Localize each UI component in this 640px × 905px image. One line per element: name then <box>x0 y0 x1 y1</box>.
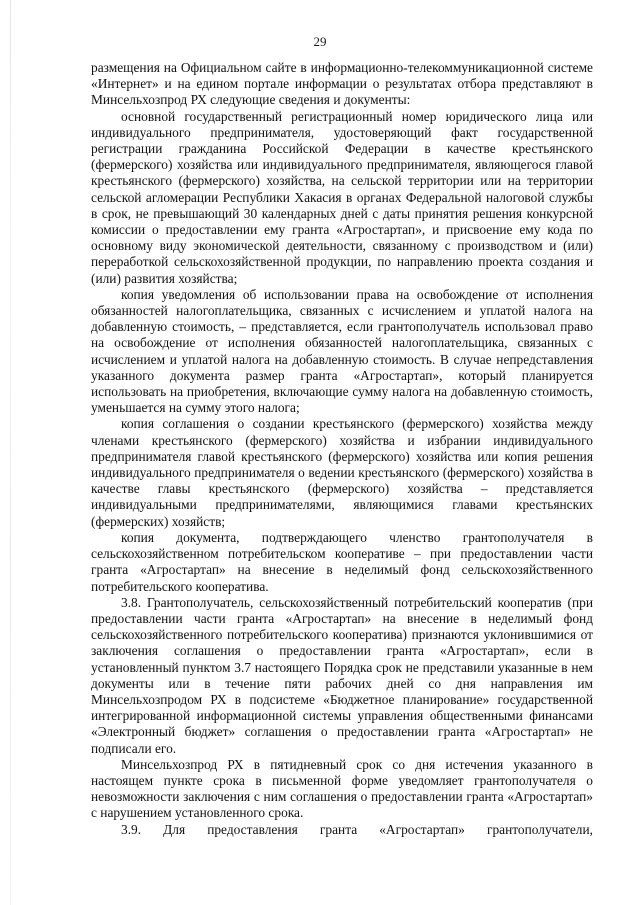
paragraph-vat-notice: копия уведомления об использовании права на освобождение от исполнения обязанностей налогоплательщика, связанных с исчислением и уплатой налога на добавленную стоимость, – представляется, если грантополучатель использовал право на освобождение от исполнения обязанностей налогоплательщика, связанных с исчислением и уплатой налога на добавленную стоимость. В случае непредставления указанного документа размер гранта «Агростартап», который планируется использовать на приобретения, включающие сумму налога на добавленную стоимость, уменьшается на сумму этого налога; <box>91 286 593 416</box>
paragraph-coop-membership: копия документа, подтверждающего членство грантополучателя в сельскохозяйственном потребительском кооперативе – при предоставлении части гранта «Агростартап» на внесение в неделимый фонд сельскохозяйственного потребительского кооператива. <box>91 529 593 594</box>
scan-edge-line <box>10 0 11 905</box>
paragraph-section-3-8: 3.8. Грантополучатель, сельскохозяйственный потребительский кооператив (при предоставлении части гранта «Агростартап» на внесение в неделимый фонд сельскохозяйственного потребительского кооператива) признаются уклонившимися от заключения соглашения о предоставлении гранта «Агростартап», если в установленный пунктом 3.7 настоящего Порядка срок не представили указанные в нем документы или в течение пяти рабочих дней со дня направления им Минсельхозпродом РХ в подсистеме «Бюджетное планирование» государственной интегрированной информационной системы управления общественными финансами «Электронный бюджет» соглашения о предоставлении гранта «Агростартап» не подписали его. <box>91 594 593 756</box>
paragraph-intro: размещения на Официальном сайте в информационно-телекоммуникационной системе «Интернет» и на едином портале информации о результатах отбора представляют в Минсельхозпрод РХ следующие сведения и документы: <box>91 60 593 108</box>
paragraph-ogrn: основной государственный регистрационный номер юридического лица или индивидуального предпринимателя, удостоверяющий факт государственной регистрации гражданина Российской Федерации в качестве крестьянского (фермерского) хозяйства или индивидуального предпринимателя, являющегося главой крестьянского (фермерского) хозяйства, на сельской территории или на территории сельской агломерации Республики Хакасия в органах Федеральной налоговой службы в срок, не превышающий 30 календарных дней с даты принятия решения конкурсной комиссии о предоставлении ему гранта «Агростартап», и присвоение ему кода по основному виду экономической деятельности, связанному с производством и (или) переработкой сельскохозяйственной продукции, по направлению проекта создания и (или) развития хозяйства; <box>91 108 593 286</box>
paragraph-kfh-agreement: копия соглашения о создании крестьянского (фермерского) хозяйства между членами крестьянского (фермерского) хозяйства и избрании индивидуального предпринимателя главой крестьянского (фермерского) хозяйства или копия решения индивидуального предпринимателя о ведении крестьянского (фермерского) хозяйства в качестве главы крестьянского (фермерского) хозяйства – представляется индивидуальными предпринимателями, являющимися главами крестьянских (фермерских) хозяйств; <box>91 416 593 529</box>
paragraph-section-3-9: 3.9. Для предоставления гранта «Агростартап» грантополучатели, <box>121 821 593 837</box>
paragraph-notification: Минсельхозпрод РХ в пятидневный срок со дня истечения указанного в настоящем пункте срока в письменной форме уведомляет грантополучателя о невозможности заключения с ним соглашения о предоставлении гранта «Агростартап» с нарушением установленного срока. <box>91 756 593 821</box>
document-body <box>91 60 593 838</box>
page-number: 29 <box>313 34 327 49</box>
